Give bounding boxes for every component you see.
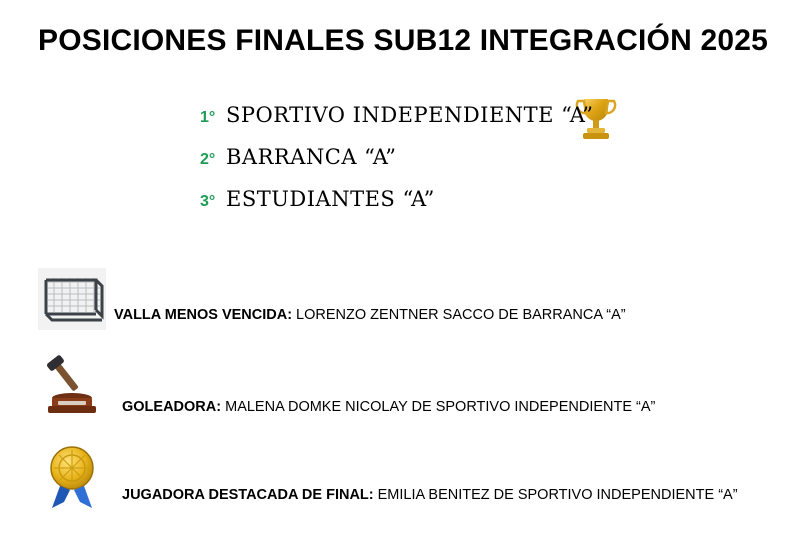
award-value: LORENZO ZENTNER SACCO DE BARRANCA “A” xyxy=(292,306,626,323)
award-label: GOLEADORA: xyxy=(122,398,222,415)
award-label: VALLA MENOS VENCIDA: xyxy=(114,306,293,323)
award-row xyxy=(38,268,626,330)
award-row xyxy=(38,442,738,518)
team-name: ESTUDIANTES “A” xyxy=(226,187,435,211)
list-item xyxy=(200,187,760,215)
award-value: EMILIA BENITEZ DE SPORTIVO INDEPENDIENTE “A” xyxy=(373,486,738,503)
medal-icon xyxy=(38,442,108,518)
final-standings-list xyxy=(200,103,760,229)
trophy-plaque-icon xyxy=(38,352,110,422)
award-text xyxy=(114,307,626,324)
list-item xyxy=(200,103,760,131)
award-label: JUGADORA DESTACADA DE FINAL: xyxy=(122,486,374,503)
team-name: BARRANCA “A” xyxy=(226,145,397,169)
award-text xyxy=(122,487,738,504)
soccer-goal-icon xyxy=(38,268,106,330)
position-number: 1° xyxy=(200,109,216,126)
list-item xyxy=(200,145,760,173)
page-title: POSICIONES FINALES SUB12 INTEGRACIÓN 2025 xyxy=(38,24,769,57)
award-row xyxy=(38,352,655,422)
team-name: SPORTIVO INDEPENDIENTE “A” xyxy=(226,103,594,127)
position-number: 2° xyxy=(200,151,216,168)
award-value: MALENA DOMKE NICOLAY DE SPORTIVO INDEPENDIENTE “A” xyxy=(221,398,656,415)
position-number: 3° xyxy=(200,193,216,210)
award-text xyxy=(122,399,655,416)
